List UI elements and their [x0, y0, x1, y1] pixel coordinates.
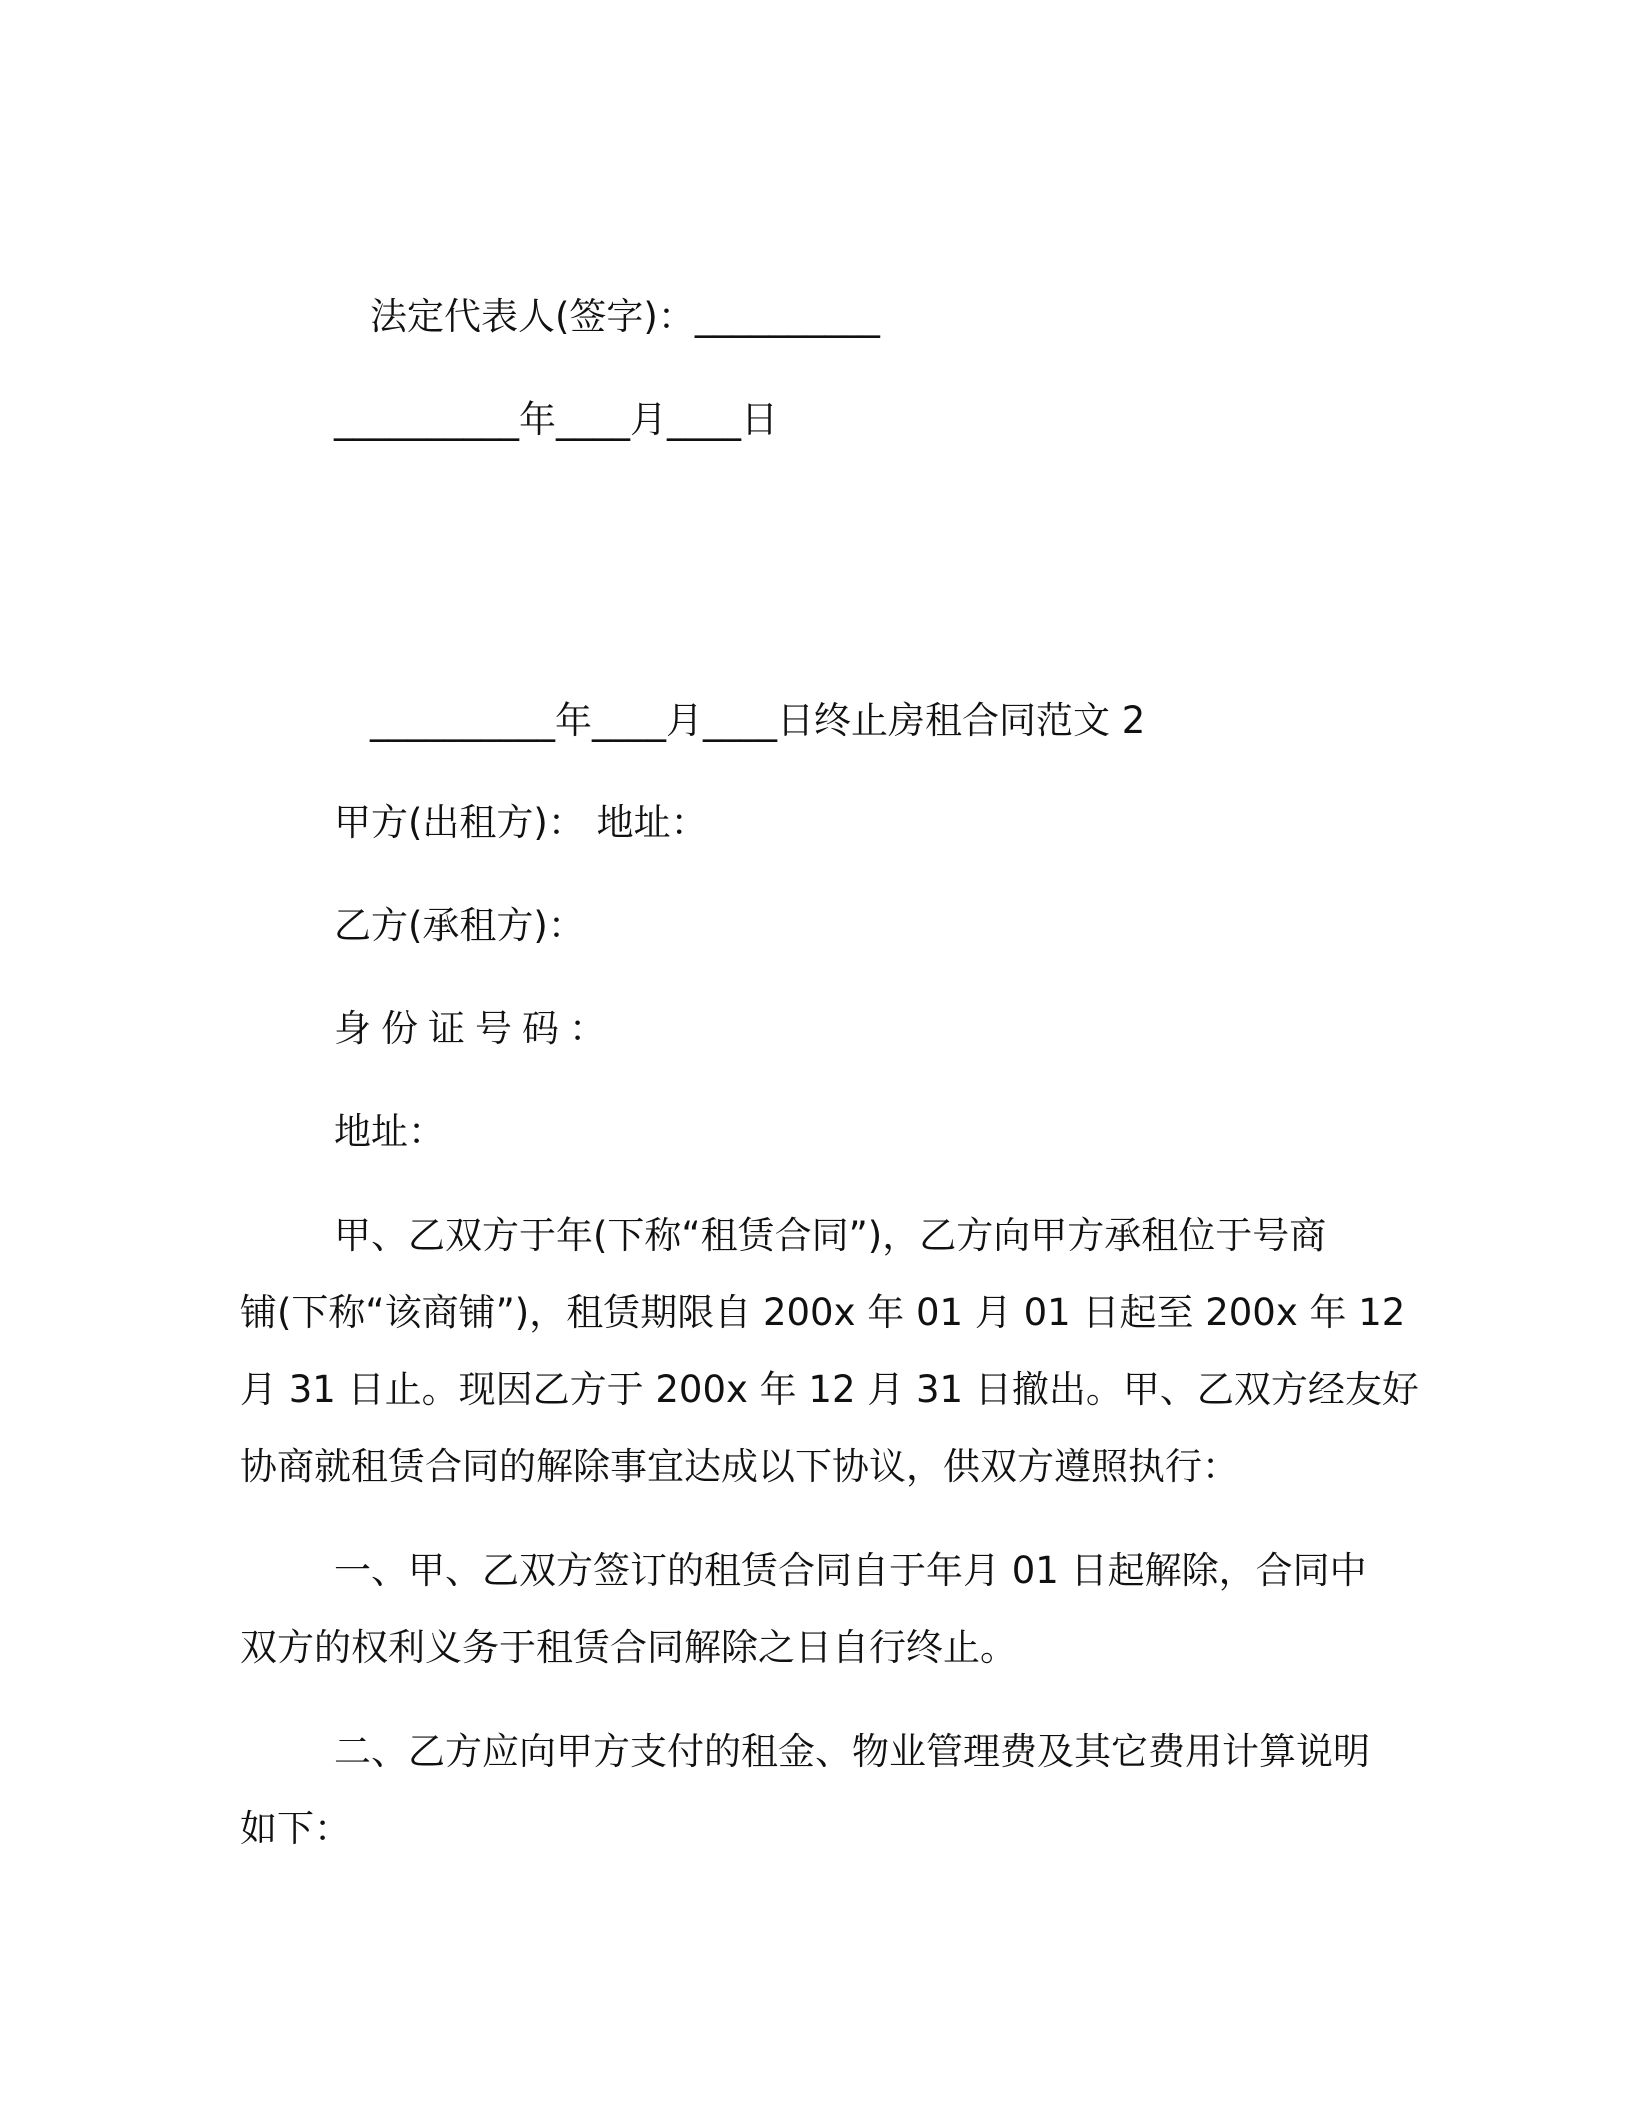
clause-2-line: 如下： [240, 1807, 351, 1850]
legal-representative-signature-line: 法定代表人(签字)：__________ [370, 295, 880, 338]
id-number-line: 身份证号码： [334, 1007, 616, 1050]
paragraph-1-line: 协商就租赁合同的解除事宜达成以下协议，供双方遵照执行： [240, 1445, 1239, 1488]
clause-1-line: 一、甲、乙双方签订的租赁合同自于年月 01 日起解除，合同中 [334, 1549, 1367, 1592]
paragraph-1-line: 甲、乙双方于年(下称“租赁合同”)，乙方向甲方承租位于号商 [334, 1214, 1327, 1257]
date-line: __________年____月____日 [334, 398, 778, 441]
document-title: __________年____月____日终止房租合同范文 2 [370, 699, 1146, 742]
paragraph-1-line: 月 31 日止。现因乙方于 200x 年 12 月 31 日撤出。甲、乙双方经友好 [240, 1368, 1419, 1411]
party-a-line: 甲方(出租方)： 地址： [334, 801, 708, 844]
clause-2-line: 二、乙方应向甲方支付的租金、物业管理费及其它费用计算说明 [334, 1730, 1370, 1773]
clause-1-line: 双方的权利义务于租赁合同解除之日自行终止。 [240, 1626, 1017, 1669]
paragraph-1-line: 铺(下称“该商铺”)，租赁期限自 200x 年 01 月 01 日起至 200x 年 12 [240, 1291, 1406, 1334]
address-line: 地址： [334, 1110, 445, 1153]
party-b-line: 乙方(承租方)： [334, 904, 585, 947]
